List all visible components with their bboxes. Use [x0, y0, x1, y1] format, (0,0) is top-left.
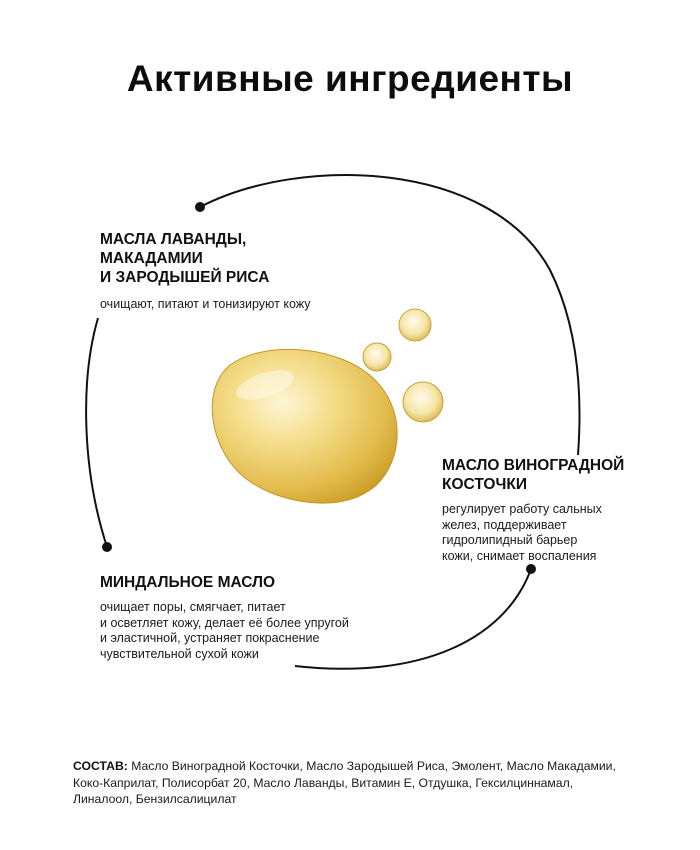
- ingredient-almond: [100, 573, 390, 662]
- ingredient-description: очищают, питают и тонизируют кожу: [100, 297, 311, 311]
- composition-label: СОСТАВ:: [73, 759, 128, 773]
- oil-bubble-1: [399, 309, 431, 341]
- ingredient-heading: МИНДАЛЬНОЕ МАСЛО: [100, 574, 276, 591]
- ingredient-grape-seed: [442, 456, 642, 564]
- ingredient-description: регулирует работу сальных желез, поддерживает гидролипидный барьер кожи, снимает воспаления: [442, 502, 602, 563]
- oil-bubble-2: [363, 343, 391, 371]
- arc-left: [86, 318, 107, 547]
- arc-dot-left: [102, 542, 112, 552]
- oil-drop-large: [212, 349, 397, 503]
- arc-dot-top: [195, 202, 205, 212]
- composition-text: СОСТАВ: Масло Виноградной Косточки, Масло Зародышей Риса, Эмолент, Масло Макадамии, Коко-Каприлат, Полисорбат 20, Масло Лаванды, Витамин Е, Отдушка, Гексилциннамал, Линалоол, Бензилсалицилат: [73, 759, 616, 806]
- ingredient-heading: МАСЛО ВИНОГРАДНОЙ КОСТОЧКИ: [442, 457, 625, 493]
- ingredient-description: очищает поры, смягчает, питает и осветляет кожу, делает её более упругой и эластичной, устраняет покраснение чувствительной сухой кожи: [100, 600, 349, 661]
- ingredient-heading: МАСЛА ЛАВАНДЫ, МАКАДАМИИ И ЗАРОДЫШЕЙ РИСА: [100, 231, 270, 286]
- arc-dot-right: [526, 564, 536, 574]
- ingredient-lavender-macadamia-rice: [100, 230, 360, 313]
- page-title: Активные ингредиенты: [126, 58, 574, 99]
- oil-bubble-3: [403, 382, 443, 422]
